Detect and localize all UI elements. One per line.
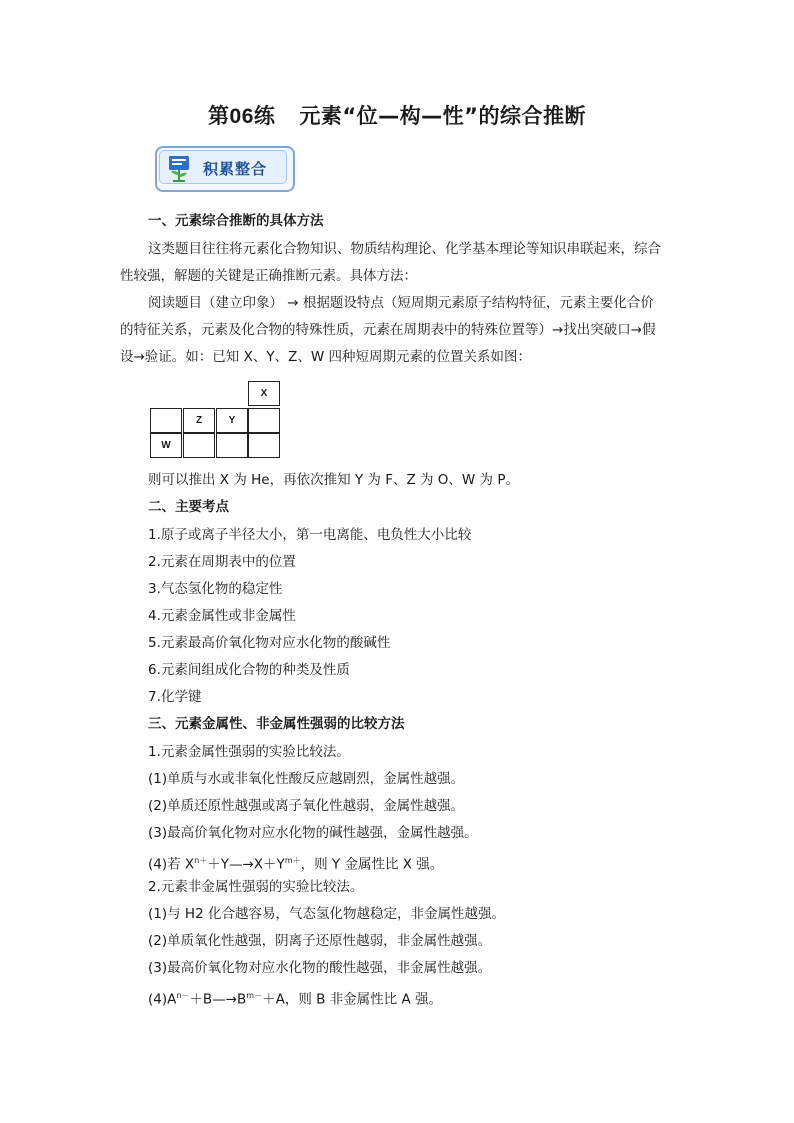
superscript: m＋ — [284, 856, 301, 865]
section3-metal-item-4: (4)若 $X^{n+}+Y—\to X+Y^{m+}$，则 Y 金属性比 X 强。 — [148, 856, 444, 873]
section3-nonmetal-item-1: (1)与 H2 化合越容易，气态氢化物越稳定，非金属性越强。 — [148, 906, 505, 922]
section2-item-7: 7.化学键 — [148, 689, 202, 705]
grid-cell-empty-3 — [183, 433, 215, 458]
grid-cell-w: W — [150, 433, 182, 458]
grid-cell-empty-5 — [248, 433, 280, 458]
section3-nonmetal-item-4: $(4)A^{n-}+B—\to B^{m-}+A$，则 B 非金属性比 A 强。 — [148, 991, 442, 1008]
section3-metal-title: 1.元素金属性强弱的实验比较法。 — [148, 744, 350, 760]
section2-item-1: 1.原子或离子半径大小，第一电离能、电负性大小比较 — [148, 527, 472, 543]
section2-item-2: 2.元素在周期表中的位置 — [148, 554, 296, 570]
book-plant-icon — [167, 155, 191, 183]
grid-cell-empty-2 — [248, 408, 280, 433]
title-part2: 练 — [253, 104, 276, 128]
section1-para2-line2: 的特征关系，元素及化合物的特殊性质，元素在周期表中的特殊位置等）→找出突破口→假 — [120, 322, 656, 338]
section-badge — [155, 146, 295, 192]
section3-nonmetal-title: 2.元素非金属性强弱的实验比较法。 — [148, 879, 364, 895]
grid-cell-empty-4 — [216, 433, 248, 458]
grid-cell-z: Z — [183, 408, 215, 433]
section3-metal-item-1: (1)单质与水或非氧化性酸反应越剧烈，金属性越强。 — [148, 771, 465, 787]
page-title — [0, 100, 794, 130]
section2-item-4: 4.元素金属性或非金属性 — [148, 608, 296, 624]
section3-nonmetal-item-2: (2)单质氧化性越强，阴离子还原性越弱，非金属性越强。 — [148, 933, 492, 949]
section3-metal-item-3: (3)最高价氧化物对应水化物的碱性越强，金属性越强。 — [148, 825, 478, 841]
section1-para2-line1: 阅读题目（建立印象） → 根据题设特点（短周期元素原子结构特征，元素主要化合价 — [148, 295, 654, 311]
section1-heading: 一、元素综合推断的具体方法 — [148, 213, 324, 229]
section2-item-3: 3.气态氢化物的稳定性 — [148, 581, 283, 597]
section1-para1-line2: 性较强，解题的关键是正确推断元素。具体方法： — [120, 268, 417, 284]
section3-nonmetal-item-3: (3)最高价氧化物对应水化物的酸性越强，非金属性越强。 — [148, 960, 492, 976]
section1-para2-line3: 设→验证。如：已知 X、Y、Z、W 四种短周期元素的位置关系如图： — [120, 349, 531, 365]
title-subject: 元素“位—构—性”的综合推断 — [299, 104, 586, 128]
badge-label: 积累整合 — [203, 160, 268, 178]
superscript: n＋ — [194, 856, 208, 865]
grid-cell-x: X — [248, 381, 280, 406]
superscript: n－ — [176, 991, 190, 1000]
section3-metal-item-2: (2)单质还原性越强或离子氧化性越弱，金属性越强。 — [148, 798, 465, 814]
section1-para1-line1: 这类题目往往将元素化合物知识、物质结构理论、化学基本理论等知识串联起来，综合 — [148, 241, 661, 257]
section2-item-6: 6.元素间组成化合物的种类及性质 — [148, 662, 350, 678]
title-part1: 第 — [208, 104, 230, 128]
grid-cell-empty-1 — [150, 408, 182, 433]
grid-cell-y: Y — [216, 408, 248, 433]
section2-heading: 二、主要考点 — [148, 499, 229, 515]
section1-conclusion: 则可以推出 X 为 He，再依次推知 Y 为 F、Z 为 O、W 为 P。 — [148, 472, 519, 488]
superscript: m－ — [246, 991, 263, 1000]
section3-heading: 三、元素金属性、非金属性强弱的比较方法 — [148, 716, 405, 732]
title-number: 06 — [229, 105, 254, 128]
section2-item-5: 5.元素最高价氧化物对应水化物的酸碱性 — [148, 635, 391, 651]
